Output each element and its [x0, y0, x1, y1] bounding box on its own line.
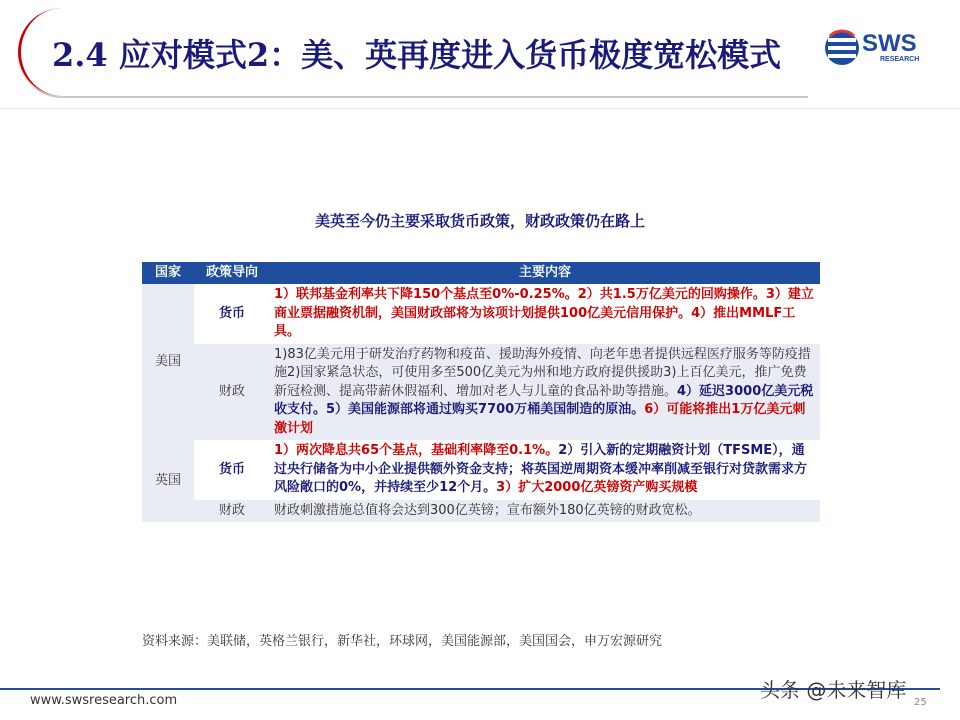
logo-subtext: RESEARCH	[880, 56, 920, 63]
uk-monetary-text-red-2: 3）扩大2000亿英镑资产购买规模	[496, 480, 698, 495]
watermark: 头条 @未来智库	[760, 678, 907, 702]
footer-url[interactable]: www.swsresearch.com	[30, 693, 178, 708]
page-number: 25	[914, 697, 927, 708]
header-country: 国家	[142, 262, 194, 284]
header-content: 主要内容	[270, 262, 820, 284]
direction-cell: 财政	[194, 500, 270, 523]
source-note: 资料来源：美联储，英格兰银行，新华社，环球网，美国能源部，美国国会，申万宏源研究	[142, 634, 663, 649]
direction-cell: 货币	[194, 284, 270, 344]
content-cell	[270, 440, 820, 500]
logo-wordmark: SWS	[862, 30, 917, 57]
us-fiscal-text-bold: 4）延迟3000亿美元税收支付。5）美国能源部将通过购买7700万桶美国制造的原油。	[274, 383, 814, 417]
uk-monetary-text-red-1: 1）两次降息共65个基点，基础利率降至0.1%。	[274, 443, 559, 458]
policy-table	[142, 262, 820, 522]
direction-cell: 财政	[194, 344, 270, 441]
header-direction: 政策导向	[194, 262, 270, 284]
table-row	[142, 500, 820, 523]
us-fiscal-text-red: 6）可能将推出1万亿美元刺激计划	[274, 402, 806, 436]
us-monetary-text: 1）联邦基金利率共下降150个基点至0%-0.25%。2）共1.5万亿美元的回购操作。3）建立商业票据融资机制，美国财政部将为该项计划提供100亿美元信用保护。4）推出MMLF工具。	[274, 287, 814, 339]
direction-cell: 货币	[194, 440, 270, 500]
page-title: 2.4 应对模式2：美、英再度进入货币极度宽松模式	[52, 36, 782, 74]
table-row	[142, 440, 820, 500]
country-cell-uk: 英国	[142, 440, 194, 522]
content-cell	[270, 500, 820, 523]
table-header-row	[142, 262, 820, 284]
us-fiscal-text-plain: 1)83亿美元用于研发治疗药物和疫苗、援助海外疫情、向老年患者提供远程医疗服务等防疫措施2)国家紧急状态，可使用多至500亿美元为州和地方政府提供援助3)上百亿美元，推广免费新冠检测、提高带薪休假福利、增加对老人与儿童的食品补助等措施。	[274, 346, 811, 399]
content-cell	[270, 344, 820, 441]
table-row	[142, 284, 820, 344]
table-caption: 美英至今仍主要采取货币政策，财政政策仍在路上	[314, 212, 645, 230]
table-row	[142, 344, 820, 441]
uk-monetary-text-navy: 2）引入新的定期融资计划（TFSME），通过央行储备为中小企业提供额外资金支持；将英国逆周期资本缓冲率削减至银行对贷款需求方风险敞口的0%，并持续至少12个月。	[274, 443, 808, 495]
uk-fiscal-text: 财政刺激措施总值将会达到300亿英镑；宣布额外180亿英镑的财政宽松。	[274, 502, 701, 518]
country-cell-us: 美国	[142, 284, 194, 440]
content-cell	[270, 284, 820, 344]
title-bar	[0, 0, 960, 108]
